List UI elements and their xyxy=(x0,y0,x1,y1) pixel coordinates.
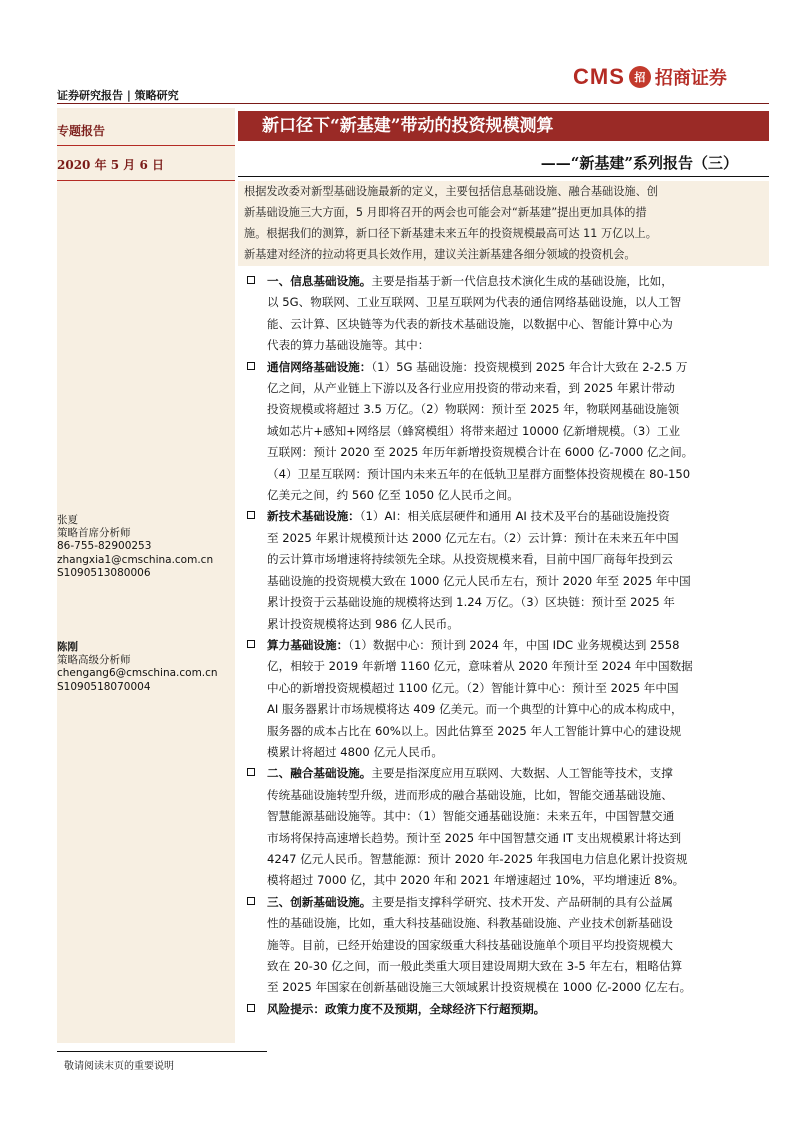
footer-disclaimer-note: 敬请阅读末页的重要说明 xyxy=(64,1061,174,1072)
bullet-text: （1）AI：相关底层硬件和通用 AI 技术及平台的基础设施投资 xyxy=(359,509,670,524)
bullet-text: （1）5G 基础设施：投资规模到 2025 年合计大致在 2-2.5 万 xyxy=(371,359,688,374)
bullet-text: 智慧能源基础设施等。其中：（1）智能交通基础设施：未来五年，中国智慧交通 xyxy=(267,809,675,824)
analyst-card xyxy=(57,641,218,694)
report-subtitle: ——“新基建”系列报告（三） xyxy=(540,154,738,172)
bullet-text: 域如芯片+感知+网络层（蜂窝模组）将带来超过 10000 亿新增规模。（3）工业 xyxy=(267,423,681,438)
bullet-text: 基础设施的投资规模大致在 1000 亿元人民币左右，预计 2020 年至 2025 年中国 xyxy=(267,573,691,588)
bullet-text: （4）卫星互联网：预计国内未来五年的在低轨卫星群方面整体投资规模在 80-150 xyxy=(267,466,691,481)
bullet-text: 施等。目前，已经开始建设的国家级重大科技基础设施单个项目平均投资规模大 xyxy=(267,937,673,952)
summary-line: 新基建对经济的拉动将更具长效作用，建议关注新基建各细分领域的投资机会。 xyxy=(244,248,636,261)
bullet-text: 累计投资于云基础设施的规模将达到 1.24 万亿。（3）区块链：预计至 2025 年 xyxy=(267,595,675,610)
bullet-item xyxy=(245,999,767,1020)
bullet-text: 致在 20-30 亿之间，而一般此类重大项目建设周期大致在 3-5 年左右，粗略估算 xyxy=(267,959,683,973)
analyst-title: 策略首席分析师 xyxy=(57,527,131,540)
bullet-heading: 新技术基础设施： xyxy=(267,509,360,524)
risk-warning: 风险提示：政策力度不及预期，全球经济下行超预期。 xyxy=(267,1001,546,1016)
analyst-phone: 86-755-82900253 xyxy=(57,540,152,553)
footer-divider xyxy=(57,1051,267,1052)
logo-seal-icon: 招 xyxy=(629,66,651,88)
bullet-item xyxy=(245,506,767,634)
analyst-name: 陈刚 xyxy=(57,641,78,653)
checkbox-icon xyxy=(247,511,255,519)
bullet-text: 传统基础设施转型升级，进而形成的融合基础设施，比如，智能交通基础设施、 xyxy=(267,787,673,802)
bullet-text: 性的基础设施，比如，重大科技基础设施、科教基础设施、产业技术创新基础设 xyxy=(267,916,673,931)
bullet-text: 以 5G、物联网、工业互联网、卫星互联网为代表的通信网络基础设施，以人工智 xyxy=(267,295,682,310)
bullet-text: （1）数据中心：预计到 2024 年，中国 IDC 业务规模达到 2558 xyxy=(348,637,680,652)
bullet-text: 模累计将超过 4800 亿元人民币。 xyxy=(267,744,444,759)
report-date: 2020 年 5 月 6 日 xyxy=(57,158,164,172)
report-type: 专题报告 xyxy=(57,124,106,138)
report-title: 新口径下“新基建”带动的投资规模测算 xyxy=(238,111,769,141)
checkbox-icon xyxy=(247,276,255,284)
analyst-card xyxy=(57,514,213,580)
bullet-text: 服务器的成本占比在 60%以上。因此估算至 2025 年人工智能计算中心的建设规 xyxy=(267,723,682,738)
analyst-email[interactable]: zhangxia1@cmschina.com.cn xyxy=(57,553,214,566)
subtitle-divider xyxy=(238,176,769,177)
checkbox-icon xyxy=(247,768,255,776)
bullet-heading: 算力基础设施： xyxy=(267,637,349,652)
bullet-heading: 二、融合基础设施。 xyxy=(267,766,372,781)
logo-chinese: 招商证券 xyxy=(654,68,727,89)
analyst-cert: S1090518070004 xyxy=(57,680,151,693)
bullet-item xyxy=(245,271,767,357)
bullet-heading: 通信网络基础设施： xyxy=(267,359,372,374)
bullet-text: 的云计算市场增速将持续领先全球。从投资规模来看，目前中国厂商每年投到云 xyxy=(267,552,673,567)
analyst-name: 张夏 xyxy=(57,514,78,526)
bullet-text: 代表的算力基础设施等。其中： xyxy=(267,338,430,353)
bullet-text: 投资规模或将超过 3.5 万亿。（2）物联网：预计至 2025 年，物联网基础设施领 xyxy=(267,402,680,417)
bullet-text: 主要是指深度应用互联网、大数据、人工智能等技术，支撑 xyxy=(371,766,673,781)
bullet-text: AI 服务器累计市场规模将达 409 亿美元。而一个典型的计算中心的成本构成中， xyxy=(267,702,683,717)
bullet-text: 至 2025 年累计规模预计达 2000 亿元左右。（2）云计算：预计在未来五年中国 xyxy=(267,530,679,545)
bullet-heading: 三、创新基础设施。 xyxy=(267,894,372,909)
sidebar-divider xyxy=(57,145,235,146)
left-sidebar xyxy=(57,108,235,1043)
analyst-cert: S1090513080006 xyxy=(57,566,151,579)
bullet-text: 累计投资规模将达到 986 亿人民币。 xyxy=(267,616,459,631)
checkbox-icon xyxy=(247,640,255,648)
summary-line: 新基础设施三大方面，5 月即将召开的两会也可能会对“新基建”提出更加具体的措 xyxy=(244,206,647,219)
checkbox-icon xyxy=(247,362,255,370)
bullet-text: 4247 亿元人民币。智慧能源：预计 2020 年-2025 年我国电力信息化累计投资规 xyxy=(267,851,688,866)
sidebar-divider xyxy=(57,180,235,181)
analyst-email[interactable]: chengang6@cmschina.com.cn xyxy=(57,667,218,680)
bullet-text: 能、云计算、区块链等为代表的新技术基础设施，以数据中心、智能计算中心为 xyxy=(267,316,673,331)
bullet-text: 主要是指基于新一代信息技术演化生成的基础设施，比如， xyxy=(371,274,673,288)
bullet-text: 模将超过 7000 亿，其中 2020 年和 2021 年增速超过 10%，平均增速近 8%。 xyxy=(267,873,685,888)
header-divider xyxy=(57,103,769,104)
analyst-title: 策略高级分析师 xyxy=(57,654,131,667)
bullet-text: 互联网：预计 2020 至 2025 年历年新增投资规模合计在 6000 亿-7000 亿之间。 xyxy=(267,445,694,460)
checkbox-icon xyxy=(247,897,255,905)
bullet-heading: 一、信息基础设施。 xyxy=(267,274,372,288)
bullet-item xyxy=(245,892,767,999)
bullet-text: 至 2025 年国家在创新基础设施三大领域累计投资规模在 1000 亿-2000 亿左右。 xyxy=(267,980,692,995)
summary-line: 根据发改委对新型基础设施最新的定义，主要包括信息基础设施、融合基础设施、创 xyxy=(244,185,658,198)
report-category: 证券研究报告 | 策略研究 xyxy=(57,89,179,102)
bullet-item xyxy=(245,763,767,891)
checkbox-icon xyxy=(247,1004,255,1012)
bullet-list xyxy=(245,271,767,1020)
bullet-item xyxy=(245,635,767,763)
bullet-text: 中心的新增投资规模超过 1100 亿元。（2）智能计算中心：预计至 2025 年中国 xyxy=(267,680,679,695)
bullet-item xyxy=(245,357,767,507)
summary-box xyxy=(238,181,769,266)
summary-line: 施。根据我们的测算，新口径下新基建未来五年的投资规模最高可达 11 万亿以上。 xyxy=(244,227,657,240)
bullet-text: 主要是指支撑科学研究、技术开发、产品研制的具有公益属 xyxy=(371,894,673,909)
bullet-text: 市场将保持高速增长趋势。预计至 2025 年中国智慧交通 IT 支出规模累计将达到 xyxy=(267,830,682,845)
bullet-text: 亿美元之间，约 560 亿至 1050 亿人民币之间。 xyxy=(267,488,519,503)
company-logo xyxy=(573,62,727,92)
bullet-text: 亿之间，从产业链上下游以及各行业应用投资的带动来看，到 2025 年累计带动 xyxy=(267,381,675,396)
bullet-text: 亿，相较于 2019 年新增 1160 亿元，意味着从 2020 年预计至 2024 年中国数据 xyxy=(267,659,693,674)
logo-latin: CMS xyxy=(573,64,625,89)
